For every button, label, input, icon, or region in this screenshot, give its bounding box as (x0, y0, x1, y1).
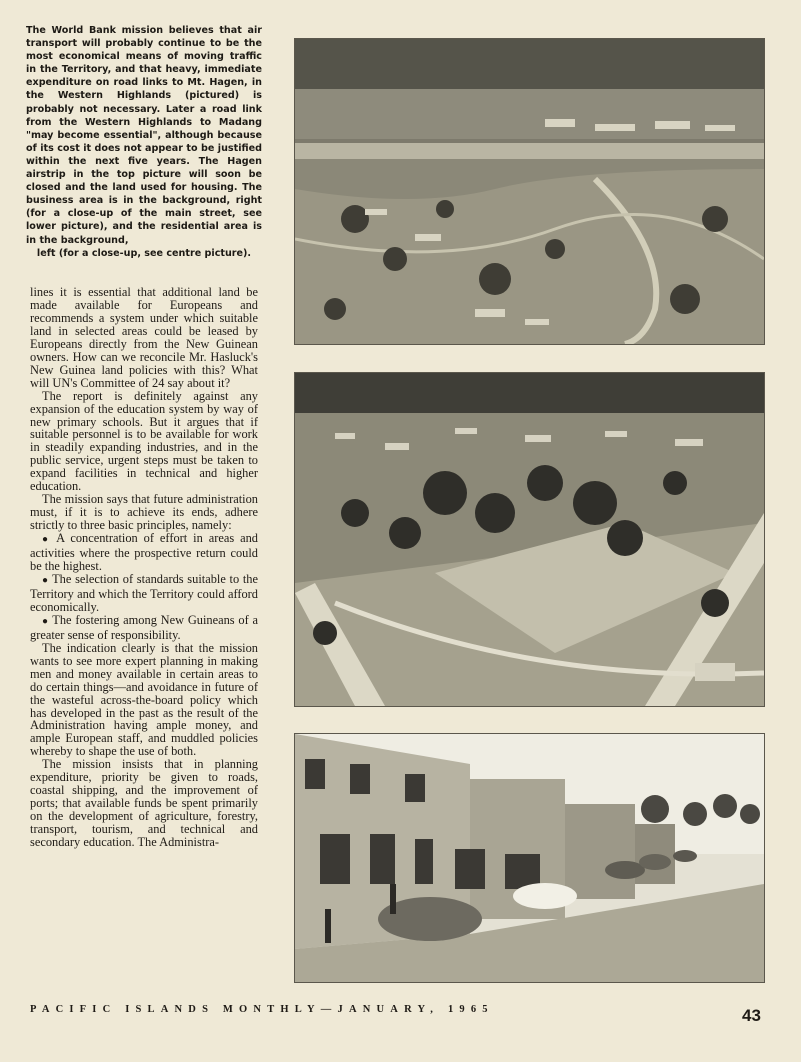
paragraph: The indication clearly is that the mission wants to see more expert planning in making men and money available in certain areas to do certain things—and avoidance in future of the wasteful across-the-board policy which has developed in the past as the result of the Administration having ample money, and ample European staff, and muddled policies whereby to shape the use of both. (30, 640, 258, 759)
paragraph: The mission insists that in planning expenditure, priority be given to roads, coastal shipping, and the improvement of ports; that available funds be spent primarily on the development of agriculture, forestry, transport, tourism, and technical and secondary education. The Administra- (30, 757, 258, 850)
paragraph: The report is definitely against any expansion of the education system by way of new primary schools. But it argues that if suitable personnel is to be available for work in steadily expanding industries, and in the public service, urgent steps must be taken to expand facilities in technical and higher education. (30, 388, 258, 494)
bullet-text: The selection of standards suitable to the Territory and which the Territory could afford economically. (30, 571, 258, 614)
caption-text: The World Bank mission believes that air transport will probably continue to be the most economical means of moving traffic in the Territory, and that heavy, immediate expenditure on road links to Mt. Hagen, in the Western Highlands (pictured) is probably not necessary. Later a road link from the Western Highlands to Madang "may become essential", although because of its cost it does not appear to be justified within the next five years. The Hagen airstrip in the top picture will soon be closed and the land used for housing. The business area is in the background, right (for a close-up of the main street, see lower picture), and the residential area is in the background, (26, 25, 262, 246)
street-photo-main-street (294, 733, 765, 983)
bullet-icon: ● (42, 615, 49, 627)
paragraph: The mission says that future administration must, if it is to achieve its ends, adhere strictly to three basic principles, namely: (30, 492, 258, 533)
bullet-text: A concentration of effort in areas and activities where the prospective return could be the highest. (30, 531, 258, 574)
bullet-icon: ● (42, 574, 49, 586)
bullet-item (30, 573, 258, 614)
aerial-photo-residential (294, 372, 765, 707)
bullet-icon: ● (42, 534, 51, 546)
publication-footer: PACIFIC ISLANDS MONTHLY—JANUARY, 1965 (30, 1004, 494, 1015)
bullet-text: The fostering among New Guineans of a greater sense of responsibility. (30, 612, 259, 642)
bullet-item (30, 532, 258, 573)
aerial-photo-airstrip (294, 38, 765, 345)
page-number: 43 (742, 1006, 761, 1025)
caption-end: left (for a close-up, see centre picture). (36, 247, 252, 259)
photo-caption (26, 24, 262, 260)
article-body (30, 286, 258, 849)
paragraph: lines it is essential that additional land be made available for Europeans and recommends a system under which suitable land in selected areas could be leased by Europeans directly from the New Guinean owners. How can we reconcile Mr. Hasluck's New Guinea land policies with this? What will UN's Committee of 24 say about it? (30, 285, 258, 390)
bullet-item (30, 614, 258, 642)
